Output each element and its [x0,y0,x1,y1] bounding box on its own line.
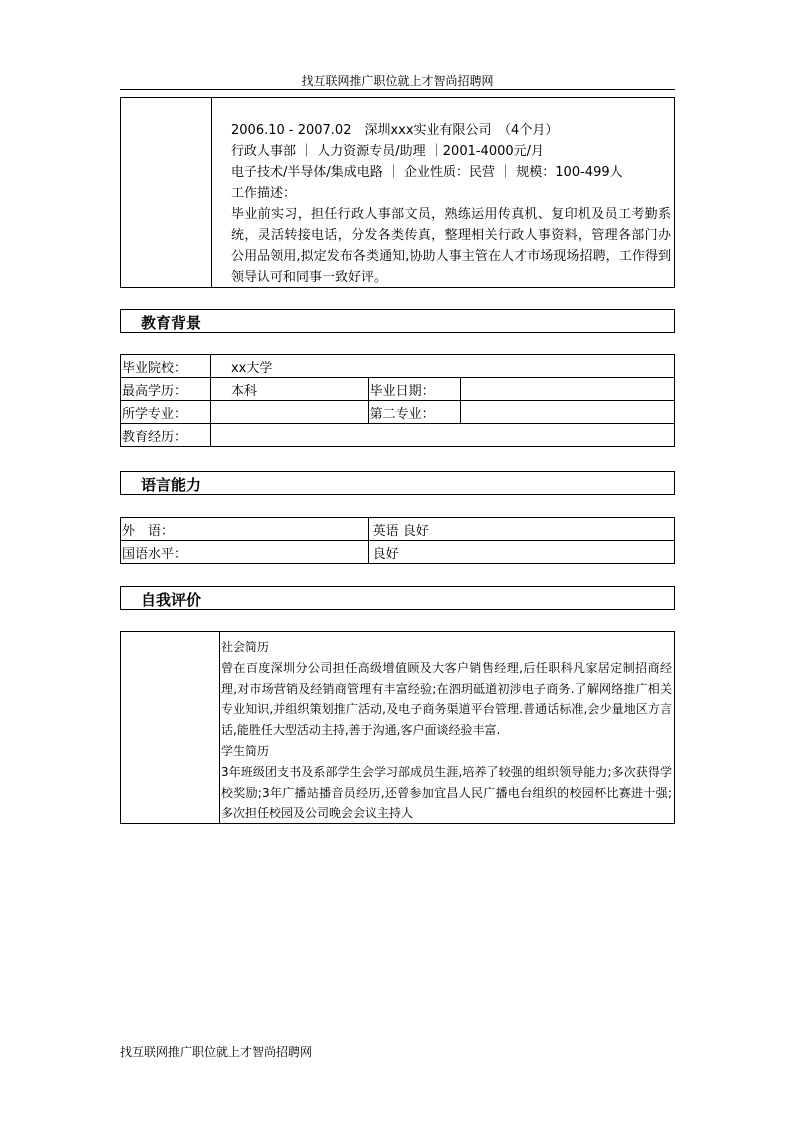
work-content [231,120,671,288]
table-row [121,541,675,564]
work-period-company: 2006.10 - 2007.02 深圳xxx实业有限公司 （4个月） [231,123,559,138]
education-table [120,354,675,447]
work-experience-block [120,97,675,288]
foreign-language-value: 英语 良好 [368,518,674,541]
header-divider [120,89,675,90]
degree-value: 本科 [210,378,368,401]
school-label: 毕业院校： [121,355,211,378]
work-left-cell [121,98,212,287]
language-table [120,517,675,564]
self-eval-block [120,631,675,824]
self-eval-section-header [120,586,675,610]
table-row [121,424,675,447]
grad-date-label: 毕业日期： [368,378,460,401]
language-section-header [120,471,675,495]
self-eval-title: 自我评价 [141,591,202,609]
major-label: 所学专业： [121,401,211,424]
self-eval-content [221,637,672,824]
work-description: 毕业前实习，担任行政人事部文员，熟练运用传真机、复印机及员工考勤系统，灵活转接电话，分发各类传真，整理相关行政人事资料，管理各部门办公用品领用,拟定发布各类通知,协助人事主管在人才市场现场招聘，工作得到领导认可和同事一致好评。 [231,207,671,285]
self-eval-left-cell [121,632,220,823]
education-experience-label: 教育经历： [121,424,211,447]
page-header: 找互联网推广职位就上才智尚招聘网 [301,74,494,88]
table-row [121,518,675,541]
language-title: 语言能力 [141,476,202,494]
grad-date-value [460,378,674,401]
work-description-label: 工作描述： [231,186,297,201]
school-value: xx大学 [210,355,674,378]
work-industry-info: 电子技术/半导体/集成电路 ｜ 企业性质：民营 ｜ 规模：100-499人 [231,165,623,180]
foreign-language-label: 外 语： [121,518,369,541]
table-row [121,401,675,424]
student-resume-title: 学生简历 [221,743,270,758]
page-footer: 找互联网推广职位就上才智尚招聘网 [120,1045,313,1059]
social-resume-title: 社会简历 [221,640,270,654]
education-title: 教育背景 [141,314,202,332]
second-major-label: 第二专业： [368,401,460,424]
mandarin-value: 良好 [368,541,674,564]
table-row [121,378,675,401]
education-section-header [120,309,675,333]
mandarin-label: 国语水平： [121,541,369,564]
table-row [121,355,675,378]
work-department-position: 行政人事部 ｜ 人力资源专员/助理 ｜2001-4000元/月 [231,144,545,159]
social-resume-text: 曾在百度深圳分公司担任高级增值顾及大客户销售经理,后任职科凡家居定制招商经理,对市场营销及经销商管理有丰富经验;在泗玥砥道初涉电子商务.了解网络推广相关专业知识,并组织策划推广活动,及电子商务渠道平台管理.普通话标准,会少量地区方言话,能胜任大型活动主持,善于沟通,客户面谈经验丰富. [221,660,672,738]
education-experience-value [210,424,674,447]
student-resume-text: 3年班级团支书及系部学生会学习部成员生涯,培养了较强的组织领导能力;多次获得学校奖励;3年广播站播音员经历,还曾参加宜昌人民广播电台组织的校园杯比赛进十强;多次担任校园及公司晚会会议主持人 [221,764,672,821]
degree-label: 最高学历： [121,378,211,401]
second-major-value [460,401,674,424]
major-value [210,401,368,424]
